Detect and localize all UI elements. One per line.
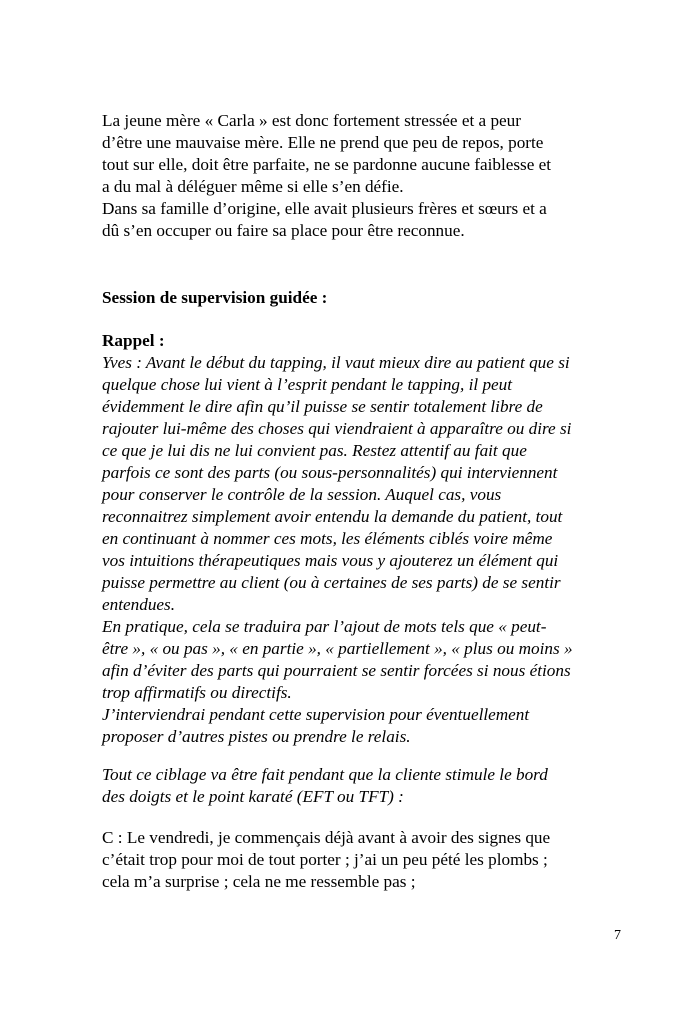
rappel-heading: Rappel : [102, 331, 165, 350]
ciblage-line: des doigts et le point karaté (EFT ou TFT) : [102, 787, 404, 806]
yves-line: J’interviendrai pendant cette supervision pour éventuellement [102, 705, 530, 724]
client-paragraph [102, 827, 632, 893]
yves-line: parfois ce sont des parts (ou sous-personnalités) qui interviennent [102, 463, 558, 482]
client-line: C : Le vendredi, je commençais déjà avant à avoir des signes que [102, 828, 551, 847]
intro-line: a du mal à déléguer même si elle s’en défie. [102, 177, 404, 196]
page-number: 7 [614, 928, 621, 943]
yves-line: proposer d’autres pistes ou prendre le relais. [102, 727, 411, 746]
yves-line: Yves : Avant le début du tapping, il vaut mieux dire au patient que si [102, 353, 570, 372]
yves-line: en continuant à nommer ces mots, les éléments ciblés voire même [102, 529, 553, 548]
yves-line: trop affirmatifs ou directifs. [102, 683, 292, 702]
yves-line: évidemment le dire afin qu’il puisse se sentir totalement libre de [102, 397, 543, 416]
yves-line: pour conserver le contrôle de la session. Auquel cas, vous [102, 485, 502, 504]
yves-line: ce que je lui dis ne lui convient pas. Restez attentif au fait que [102, 441, 527, 460]
intro-line: dû s’en occuper ou faire sa place pour être reconnue. [102, 221, 465, 240]
intro-line: Dans sa famille d’origine, elle avait plusieurs frères et sœurs et a [102, 199, 547, 218]
yves-paragraph [102, 352, 632, 748]
yves-line: reconnaitrez simplement avoir entendu la demande du patient, tout [102, 507, 563, 526]
yves-line: rajouter lui-même des choses qui viendraient à apparaître ou dire si [102, 419, 572, 438]
yves-line: quelque chose lui vient à l’esprit pendant le tapping, il peut [102, 375, 513, 394]
yves-line: En pratique, cela se traduira par l’ajout de mots tels que « peut- [102, 617, 547, 636]
ciblage-paragraph [102, 764, 632, 808]
yves-line: être », « ou pas », « en partie », « partiellement », « plus ou moins » [102, 639, 573, 658]
intro-paragraph [102, 110, 632, 242]
intro-line: d’être une mauvaise mère. Elle ne prend que peu de repos, porte [102, 133, 544, 152]
ciblage-line: Tout ce ciblage va être fait pendant que la cliente stimule le bord [102, 765, 548, 784]
yves-line: vos intuitions thérapeutiques mais vous y ajouterez un élément qui [102, 551, 559, 570]
yves-line: puisse permettre au client (ou à certaines de ses parts) de se sentir [102, 573, 561, 592]
client-line: c’était trop pour moi de tout porter ; j’ai un peu pété les plombs ; [102, 850, 548, 869]
client-line: cela m’a surprise ; cela ne me ressemble pas ; [102, 872, 416, 891]
intro-line: tout sur elle, doit être parfaite, ne se pardonne aucune faiblesse et [102, 155, 552, 174]
section-heading: Session de supervision guidée : [102, 288, 328, 307]
intro-line: La jeune mère « Carla » est donc fortement stressée et a peur [102, 111, 522, 130]
yves-line: entendues. [102, 595, 176, 614]
yves-line: afin d’éviter des parts qui pourraient se sentir forcées si nous étions [102, 661, 571, 680]
